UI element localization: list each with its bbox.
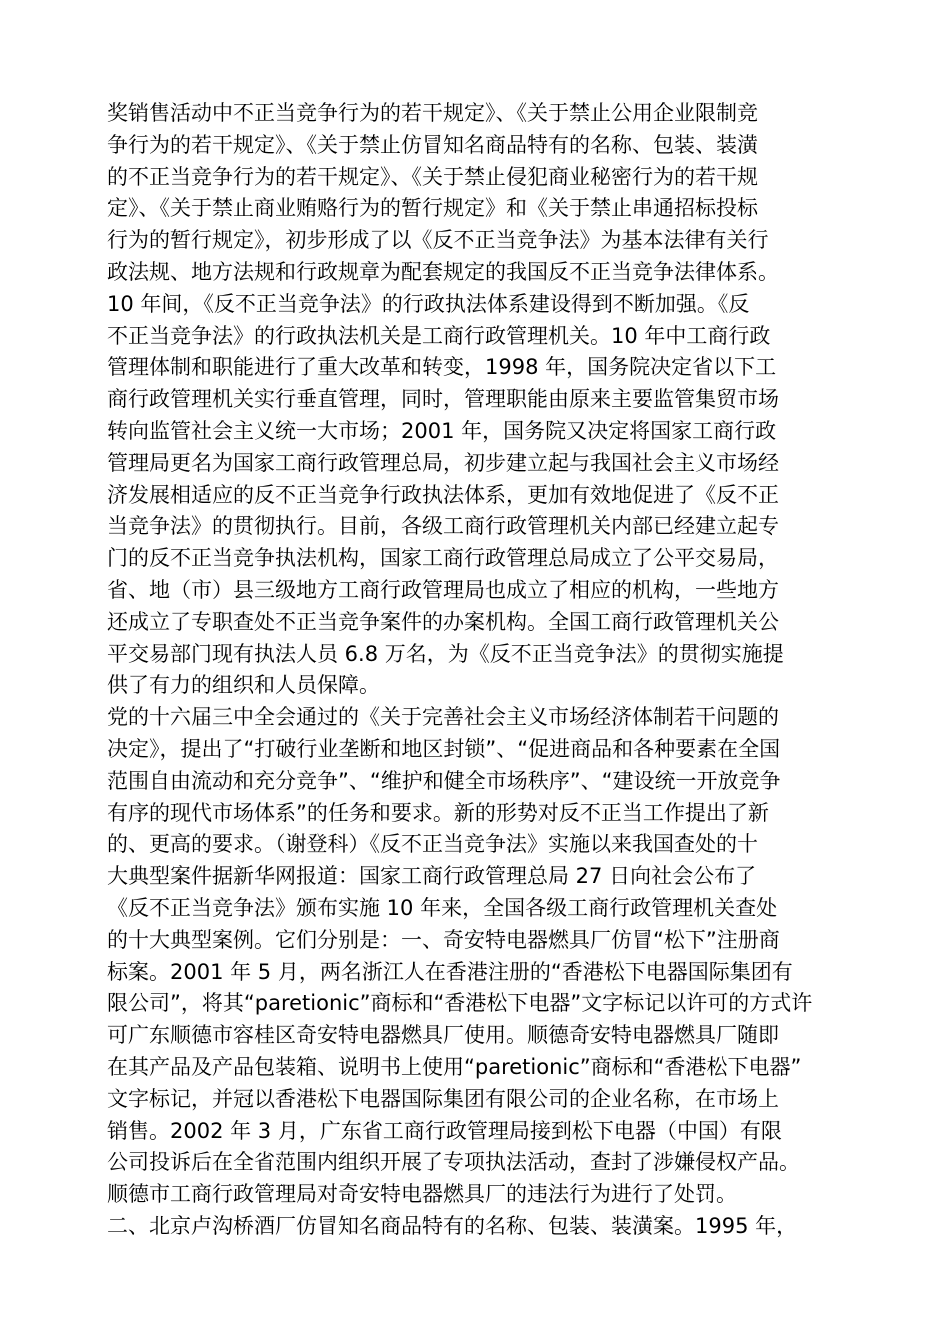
text-line: 党的十六届三中全会通过的《关于完善社会主义市场经济体制若干问题的 xyxy=(107,705,779,730)
text-line: 争行为的若干规定》、《关于禁止仿冒知名商品特有的名称、包装、装潢 xyxy=(107,132,758,157)
text-line: 二、北京卢沟桥酒厂仿冒知名商品特有的名称、包装、装潢案。1995 年， xyxy=(107,1213,798,1238)
text-line: 有序的现代市场体系”的任务和要求。新的形势对反不正当工作提出了新 xyxy=(107,800,769,825)
text-line: 限公司”，将其“paretionic”商标和“香港松下电器”文字标记以许可的方式许 xyxy=(107,991,813,1016)
text-line: 顺德市工商行政管理局对奇安特电器燃具厂的违法行为进行了处罚。 xyxy=(107,1182,737,1207)
text-line: 决定》，提出了“打破行业垄断和地区封锁”、“促进商品和各种要素在全国 xyxy=(107,736,781,761)
text-line: 济发展相适应的反不正当竞争行政执法体系，更加有效地促进了《反不正 xyxy=(107,482,779,507)
text-line: 可广东顺德市容桂区奇安特电器燃具厂使用。顺德奇安特电器燃具厂随即 xyxy=(107,1023,779,1048)
body-text xyxy=(107,98,867,1243)
text-line: 政法规、地方法规和行政规章为配套规定的我国反不正当竞争法律体系。 xyxy=(107,259,779,284)
text-line: 公司投诉后在全省范围内组织开展了专项执法活动，查封了涉嫌侵权产品。 xyxy=(107,1150,800,1175)
text-line: 转向监管社会主义统一大市场；2001 年，国务院又决定将国家工商行政 xyxy=(107,418,777,443)
text-line: 平交易部门现有执法人员 6.8 万名，为《反不正当竞争法》的贯彻实施提 xyxy=(107,641,784,666)
text-line: 省、地（市）县三级地方工商行政管理局也成立了相应的机构，一些地方 xyxy=(107,577,779,602)
text-line: 行为的暂行规定》，初步形成了以《反不正当竞争法》为基本法律有关行 xyxy=(107,228,769,253)
text-line: 商行政管理机关实行垂直管理，同时，管理职能由原来主要监管集贸市场 xyxy=(107,387,779,412)
text-line: 当竞争法》的贯彻执行。目前，各级工商行政管理机关内部已经建立起专 xyxy=(107,514,779,539)
text-line: 门的反不正当竞争执法机构，国家工商行政管理总局成立了公平交易局， xyxy=(107,546,779,571)
text-line: 奖销售活动中不正当竞争行为的若干规定》、《关于禁止公用企业限制竞 xyxy=(107,101,758,125)
text-line: 不正当竞争法》的行政执法机关是工商行政管理机关。10 年中工商行政 xyxy=(107,323,771,348)
text-line: 定》、《关于禁止商业贿赂行为的暂行规定》和《关于禁止串通招标投标 xyxy=(107,196,758,221)
text-line: 管理体制和职能进行了重大改革和转变，1998 年，国务院决定省以下工 xyxy=(107,355,777,380)
text-line: 的十大典型案例。它们分别是：一、奇安特电器燃具厂仿冒“松下”注册商 xyxy=(107,927,780,952)
text-line: 销售。2002 年 3 月，广东省工商行政管理局接到松下电器（中国）有限 xyxy=(107,1118,782,1143)
text-line: 供了有力的组织和人员保障。 xyxy=(107,673,380,698)
text-line: 在其产品及产品包装箱、说明书上使用“paretionic”商标和“香港松下电器” xyxy=(107,1054,802,1079)
text-line: 管理局更名为国家工商行政管理总局，初步建立起与我国社会主义市场经 xyxy=(107,450,779,475)
text-line: 的不正当竞争行为的若干规定》、《关于禁止侵犯商业秘密行为的若干规 xyxy=(107,164,758,189)
text-line: 《反不正当竞争法》颁布实施 10 年来，全国各级工商行政管理机关查处 xyxy=(107,895,778,920)
text-line: 文字标记，并冠以香港松下电器国际集团有限公司的企业名称，在市场上 xyxy=(107,1086,779,1111)
text-line: 范围自由流动和充分竞争”、“维护和健全市场秩序”、“建设统一开放竞争 xyxy=(107,768,781,793)
text-line: 10 年间，《反不正当竞争法》的行政执法体系建设得到不断加强。《反 xyxy=(107,291,750,316)
text-line: 还成立了专职查处不正当竞争案件的办案机构。全国工商行政管理机关公 xyxy=(107,609,779,634)
text-line: 标案。2001 年 5 月，两名浙江人在香港注册的“香港松下电器国际集团有 xyxy=(107,959,793,984)
text-line: 的、更高的要求。（谢登科）《反不正当竞争法》实施以来我国查处的十 xyxy=(107,832,758,857)
text-line: 大典型案件据新华网报道：国家工商行政管理总局 27 日向社会公布了 xyxy=(107,864,757,889)
